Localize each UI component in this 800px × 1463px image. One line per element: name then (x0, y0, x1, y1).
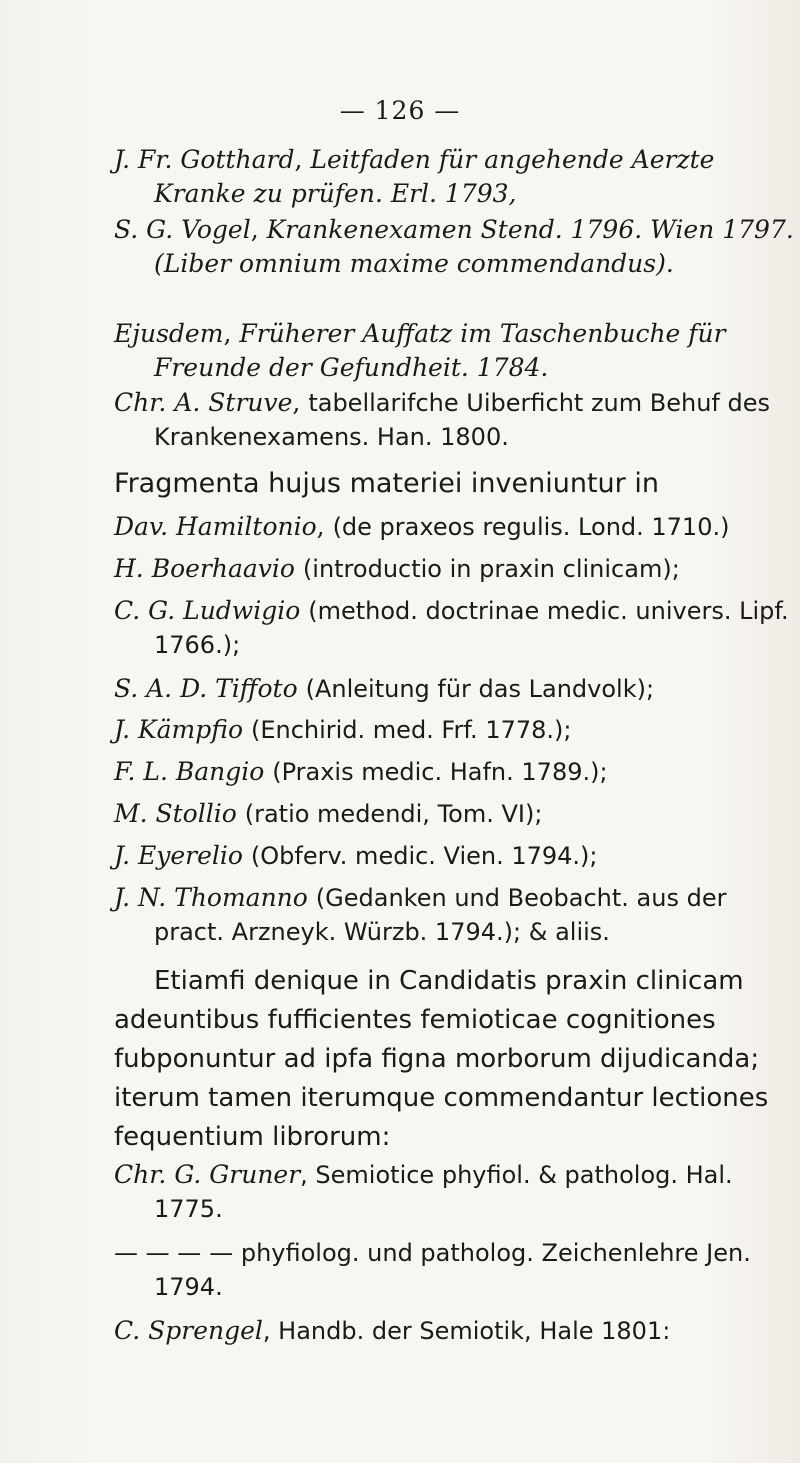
bib-author: M. Stollio (114, 799, 237, 828)
bib-author: F. L. Bangio (114, 757, 265, 786)
bib-text: (method. doctrinae medic. univers. Lipf. 1766.); (154, 597, 789, 659)
bib-text: — phyfiolog. und patholog. Zeichenlehre Jen. 1794. (154, 1239, 751, 1301)
bib-author: S. A. D. Tiffoto (114, 674, 298, 703)
bib-entry-tissot (114, 672, 800, 706)
bib-text: Früherer Auffatz im Taschenbuche für Freunde der Gefundheit. 1784. (154, 319, 726, 382)
bib-entry-boerhaave (114, 552, 800, 586)
bib-author: Dav. Hamiltonio (114, 512, 317, 541)
bib-author: S. G. Vogel (114, 215, 251, 244)
bib-author: J. Eyerelio (114, 841, 243, 870)
bib-entry-vogel: S. G. Vogel, Krankenexamen Stend. 1796. Wien 1797. (Liber omnium maxime commendandus). (114, 215, 794, 278)
bib-author: C. G. Ludwigio (114, 596, 301, 625)
bib-author: J. Fr. Gotthard (114, 145, 295, 174)
bib-text: Krankenexamen Stend. 1796. Wien 1797. (Liber omnium maxime commendandus). (154, 215, 794, 278)
bib-text: (Enchirid. med. Frf. 1778.); (250, 716, 572, 744)
fragmenta-paragraph: Fragmenta hujus materiei inveniuntur in (114, 468, 659, 499)
bib-entry-kaempf (114, 713, 800, 747)
bib-entry-gruner-ditto (114, 1236, 800, 1304)
bib-text: (introductio in praxin clinicam); (302, 555, 680, 583)
bib-entry-ejusdem: Ejusdem, Früherer Auffatz im Taschenbuche für Freunde der Gefundheit. 1784. (114, 319, 726, 382)
bib-entry-thomann (114, 881, 800, 949)
bib-entry-eyerel (114, 839, 800, 873)
bib-entry-bang (114, 755, 800, 789)
bib-text: (Obferv. medic. Vien. 1794.); (250, 842, 598, 870)
bib-author: C. Sprengel (114, 1316, 263, 1345)
bib-text: tabellarifche Uiberficht zum Behuf des Krankenexamens. Han. 1800. (154, 389, 770, 451)
bib-entry-stoll (114, 797, 800, 831)
bib-author: J. N. Thomanno (114, 883, 308, 912)
bib-text: (Anleitung für das Landvolk); (305, 675, 655, 703)
bib-text: , Semiotice phyfiol. & patholog. Hal. 1775. (154, 1161, 733, 1223)
bib-text: (Praxis medic. Hafn. 1789.); (272, 758, 608, 786)
bib-author: H. Boerhaavio (114, 554, 295, 583)
bib-entry-gruner (114, 1158, 800, 1226)
bib-entry-ludwig (114, 594, 800, 662)
page-number: — 126 — (339, 96, 461, 125)
bib-entry-struve: Chr. A. Struve, tabellarifche Uiberficht zum Behuf des Krankenexamens. Han. 1800. (114, 388, 770, 451)
bib-author: Chr. G. Gruner (114, 1160, 301, 1189)
bib-text: (Gedanken und Beobacht. aus der pract. Arzneyk. Würzb. 1794.); & aliis. (154, 884, 727, 946)
bib-text: , Handb. der Semiotik, Hale 1801: (262, 1317, 671, 1345)
bib-author: J. Kämpfio (114, 715, 243, 744)
bib-author: Ejusdem (114, 319, 224, 348)
bib-author: Chr. A. Struve (114, 388, 293, 417)
bib-author: — — — (114, 1239, 202, 1267)
bib-text: (de praxeos regulis. Lond. 1710.) (332, 513, 730, 541)
bib-entry-hamilton: Dav. Hamiltonio, (de praxeos regulis. Lond. 1710.) (114, 512, 730, 541)
bib-text: (ratio medendi, Tom. VI); (244, 800, 543, 828)
bib-entry-gotthard: J. Fr. Gotthard, Leitfaden für angehende Aerzte Kranke zu prüfen. Erl. 1793, (114, 145, 715, 208)
bib-entry-sprengel (114, 1314, 800, 1348)
bib-text: Leitfaden für angehende Aerzte Kranke zu prüfen. Erl. 1793, (154, 145, 715, 208)
etiamsi-paragraph: Etiamfi denique in Candidatis praxin clinicam adeuntibus fufficientes femioticae cognitiones fubponuntur ad ipfa figna morborum dijudicanda; iterum tamen iterumque commendantur lectiones fequentium librorum: (114, 966, 769, 1152)
